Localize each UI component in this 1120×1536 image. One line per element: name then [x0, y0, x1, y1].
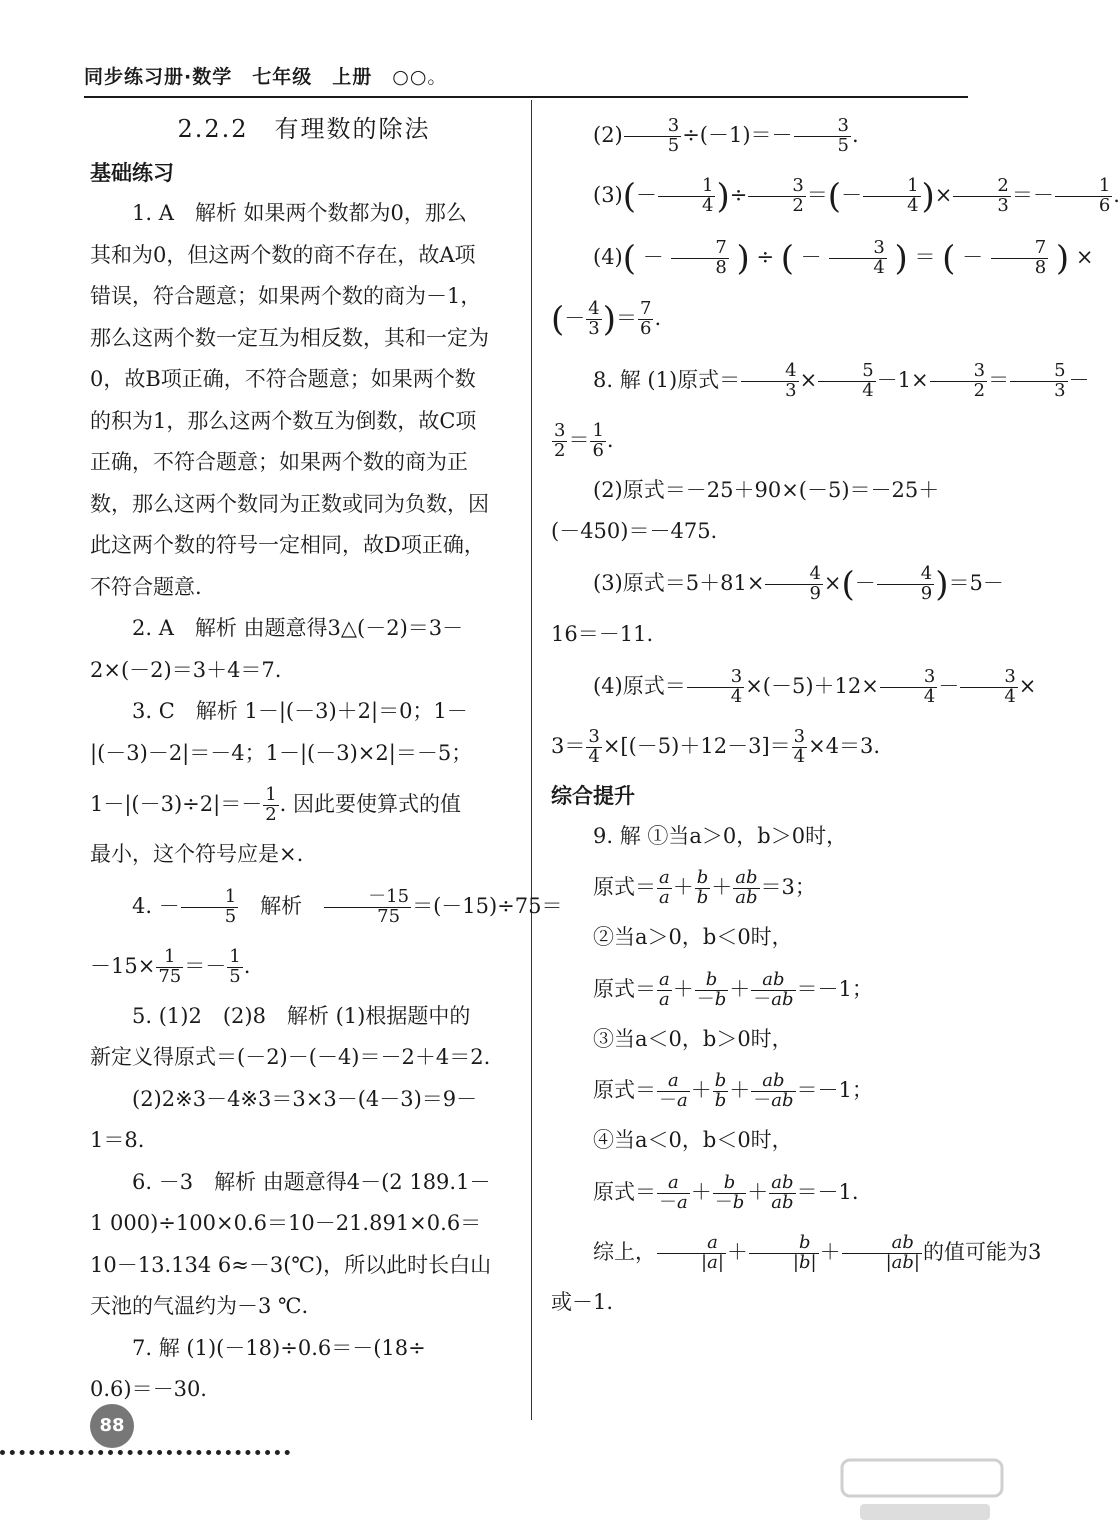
header-title: 同步练习册·数学 七年级 上册 ○○。 — [84, 66, 448, 88]
q7-3-line: (3)(－ $\frac{1}{4}$ )÷ $\frac{3}{2}$ ＝(－ $\frac{1}{4}$ )× $\frac{2}{3}$ ＝－ $\frac{1}{6}$ . — [593, 175, 1120, 217]
text-line: 正确，不符合题意；如果两个数的商为正 — [90, 450, 468, 474]
text-line: 2×(－2)＝3＋4＝7. — [90, 657, 282, 682]
text-line: 此这两个数的符号一定相同，故D项正确， — [90, 533, 485, 557]
text-line: |(－3)－2|＝－4；1－|(－3)×2|＝－5； — [90, 740, 473, 765]
section-title: 2.2.2 有理数的除法 — [177, 115, 431, 143]
q7-4-line-2: (－ $\frac{4}{3}$ )＝ $\frac{7}{6}$ . — [551, 298, 662, 340]
q9-result-4: 原式＝ $\frac{a}{-a}$ ＋ $\frac{b}{-b}$ ＋ $\frac{ab}{ab}$ ＝－1. — [593, 1171, 859, 1213]
page-number-badge — [90, 1404, 134, 1448]
header-dots: ○○。 — [392, 66, 448, 88]
q9-result-2: 原式＝ $\frac{a}{a}$ ＋ $\frac{b}{-b}$ ＋ $\frac{ab}{-ab}$ ＝－1； — [593, 968, 873, 1010]
q9-result-1: 原式＝ $\frac{a}{a}$ ＋ $\frac{b}{b}$ ＋ $\frac{ab}{ab}$ ＝3； — [593, 867, 816, 908]
text-line: 1. A 解析 如果两个数都为0，那么 — [132, 201, 467, 225]
page-header — [84, 62, 968, 98]
text-line: 那么这两个数一定互为相反数，其和一定为 — [90, 325, 489, 350]
q9-cond-2: ②当a＞0，b＜0时， — [593, 925, 793, 949]
q8-4-line-2: 3＝ $\frac{3}{4}$ ×[(－5)＋12－3]＝ $\frac{3}{4}$ ×4＝3. — [551, 725, 881, 767]
q9-result-3: 原式＝ $\frac{a}{-a}$ ＋ $\frac{b}{b}$ ＋ $\frac{ab}{-ab}$ ＝－1； — [593, 1070, 873, 1111]
text-line: 6. －3 解析 由题意得4－(2 189.1－ — [132, 1169, 491, 1194]
text-line: 16＝－11. — [551, 622, 654, 646]
q9-cond-4: ④当a＜0，b＜0时， — [593, 1128, 793, 1152]
text-line: 最小，这个符号应是×. — [90, 842, 304, 866]
q4-line: 4. － $\frac{1}{5}$ 解析 $\frac{-15}{75}$ ＝(－15)÷75＝ — [132, 885, 563, 927]
page-number: 88 — [99, 1415, 125, 1436]
right-column — [551, 105, 1120, 1323]
text-line: 数，那么这两个数同为正数或同为负数，因 — [90, 491, 489, 516]
text-line: 新定义得原式＝(－2)－(－4)＝－2＋4＝2. — [90, 1045, 491, 1069]
text-line: 不符合题意. — [90, 574, 202, 599]
q9-summary: 综上， $\frac{a}{|a|}$ ＋ $\frac{b}{|b|}$ ＋ $\frac{ab}{|ab|}$ 的值可能为3 — [593, 1231, 1042, 1273]
text-line: 的积为1，那么这两个数互为倒数，故C项 — [90, 408, 477, 433]
text-line: 或－1. — [551, 1289, 614, 1314]
column-divider — [531, 100, 532, 1420]
page-footer — [0, 1398, 300, 1478]
q8-1-line: 8. 解 (1)原式＝ $\frac{4}{3}$ × $\frac{5}{4}$ －1× $\frac{3}{2}$ ＝ $\frac{5}{3}$ － — [593, 359, 1090, 401]
q3-fraction-line: 1－|(－3)÷2|＝－ $\frac{1}{2}$ . 因此要使算式的值 — [90, 784, 462, 825]
q8-1-line-2: $\frac{3}{2}$ ＝ $\frac{1}{6}$ . — [554, 419, 614, 461]
text-line: (2)原式＝－25＋90×(－5)＝－25＋ — [593, 477, 940, 502]
text-line: 1 000)÷100×0.6＝10－21.891×0.6＝ — [90, 1211, 482, 1235]
text-line: 错误，符合题意；如果两个数的商为－1， — [90, 284, 482, 308]
q4-line-2: －15× $\frac{1}{75}$ ＝－ $\frac{1}{5}$ . — [90, 945, 251, 987]
watermark-logo-icon — [840, 1456, 1010, 1526]
text-line: 1＝8. — [90, 1128, 145, 1152]
left-column — [90, 105, 563, 1411]
text-line: 10－13.134 6≈－3(℃)，所以此时长白山 — [90, 1252, 492, 1277]
text-line: 其和为0，但这两个数的商不存在，故A项 — [90, 242, 476, 267]
text-line: 2. A 解析 由题意得3△(－2)＝3－ — [132, 616, 464, 640]
watermark-logo — [840, 1456, 1010, 1533]
text-line: (2)2※3－4※3＝3×3－(4－3)＝9－ — [132, 1086, 478, 1111]
text-line: 0，故B项正确，不符合题意；如果两个数 — [90, 367, 476, 391]
subsection-title-basic: 基础练习 — [90, 161, 174, 185]
text-line: 天池的气温约为－3 ℃. — [90, 1294, 309, 1318]
text-line: 0.6)＝－30. — [90, 1377, 207, 1401]
footer-dotted-rule — [0, 1450, 290, 1461]
text-line: (－450)＝－475. — [551, 519, 718, 543]
text-line: 3. C 解析 1－|(－3)＋2|＝0；1－ — [132, 699, 468, 723]
subsection-title-advanced: 综合提升 — [551, 783, 635, 808]
q9-line: 9. 解 ①当a＞0，b＞0时， — [593, 823, 848, 848]
text-line: 7. 解 (1)(－18)÷0.6＝－(18÷ — [132, 1335, 426, 1360]
text-line: 5. (1)2 (2)8 解析 (1)根据题中的 — [132, 1003, 471, 1028]
q9-cond-3: ③当a＜0，b＞0时， — [593, 1026, 793, 1051]
q7-4-line: (4)( － $\frac{7}{8}$ ) ÷ ( － $\frac{3}{4}$ ) ＝ ( － $\frac{7}{8}$ ) × — [593, 236, 1094, 278]
q8-4-line: (4)原式＝ $\frac{3}{4}$ ×(－5)＋12× $\frac{3}{4}$ － $\frac{3}{4}$ × — [593, 665, 1037, 707]
q7-2-line: (2) $\frac{3}{5}$ ÷(－1)＝－ $\frac{3}{5}$ . — [593, 115, 859, 156]
q8-3-line: (3)原式＝5＋81× $\frac{4}{9}$ ×(－ $\frac{4}{9}$ )＝5－ — [593, 562, 1004, 604]
